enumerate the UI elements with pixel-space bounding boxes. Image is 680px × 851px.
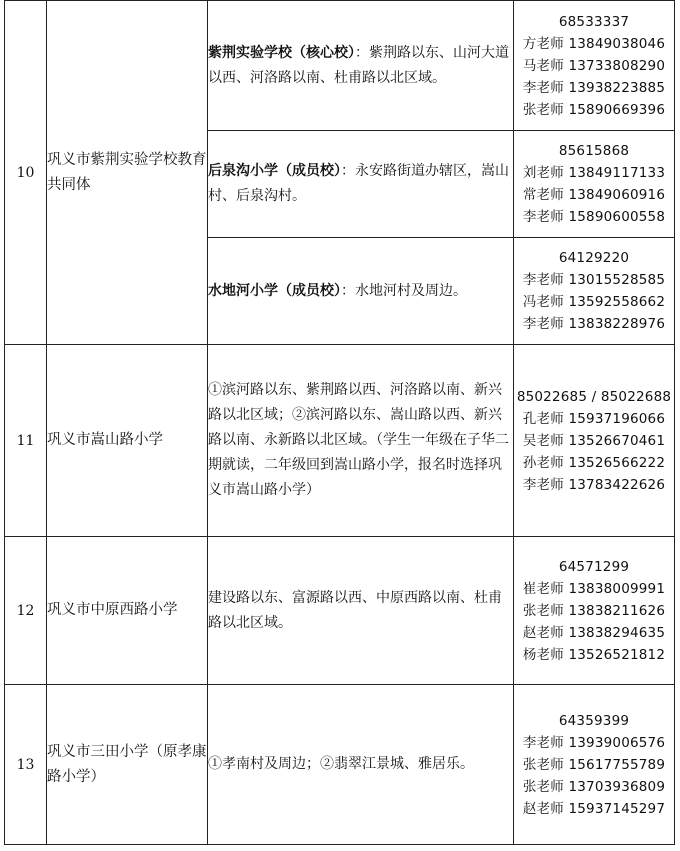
teacher-phone: 13592558662 xyxy=(568,294,666,310)
teacher-name: 常老师 xyxy=(522,187,564,203)
table-row xyxy=(5,685,675,845)
teacher-name: 崔老师 xyxy=(522,580,564,597)
teacher-name: 李老师 xyxy=(522,316,564,332)
teacher-name: 孙老师 xyxy=(522,454,564,471)
school-name: 巩义市中原西路小学 xyxy=(47,537,208,685)
teacher-phone: 13849038046 xyxy=(568,35,666,52)
teacher-phone: 13838228976 xyxy=(568,316,666,332)
table-row xyxy=(5,537,675,685)
district-area: ①滨河路以东、紫荆路以西、河洛路以南、新兴路以北区域；②滨河路以东、嵩山路以西、新兴路以南、永新路以北区域。（学生一年级在子华二期就读，二年级回到嵩山路小学，报名时选择巩义市嵩山路小学） xyxy=(208,345,514,537)
teacher-name: 张老师 xyxy=(522,756,564,773)
contact-line xyxy=(514,430,674,452)
sub-school-area: ：水地河村及周边。 xyxy=(341,282,467,299)
teacher-phone: 13838009991 xyxy=(568,580,666,597)
contact-line xyxy=(514,313,674,335)
teacher-phone: 15890669396 xyxy=(568,101,666,118)
teacher-name: 李老师 xyxy=(522,734,564,751)
contact-line xyxy=(514,162,674,184)
district-area xyxy=(208,131,514,238)
school-name: 巩义市嵩山路小学 xyxy=(47,345,208,537)
row-number: 13 xyxy=(5,685,47,845)
teacher-name: 张老师 xyxy=(522,778,564,795)
contact-line xyxy=(514,798,674,820)
teacher-name: 李老师 xyxy=(522,476,564,493)
teacher-name: 张老师 xyxy=(522,602,564,619)
phone-number: 68533337 xyxy=(558,13,630,30)
district-area: ①孝南村及周边；②翡翠江景城、雅居乐。 xyxy=(208,685,514,845)
row-number: 10 xyxy=(5,1,47,345)
sub-school-name: 后泉沟小学（成员校） xyxy=(208,163,341,179)
teacher-phone: 13015528585 xyxy=(568,272,666,288)
teacher-phone: 13849117133 xyxy=(568,165,666,181)
teacher-phone: 13939006576 xyxy=(568,734,666,751)
contact-line xyxy=(514,291,674,313)
contact-line xyxy=(514,408,674,430)
teacher-name: 李老师 xyxy=(522,79,564,96)
teacher-name: 赵老师 xyxy=(522,624,564,641)
teacher-phone: 15937145297 xyxy=(568,800,666,817)
teacher-phone: 13838294635 xyxy=(568,624,666,641)
contact-line xyxy=(514,206,674,228)
teacher-phone: 15890600558 xyxy=(568,209,666,225)
teacher-name: 刘老师 xyxy=(522,165,564,181)
teacher-name: 李老师 xyxy=(522,272,564,288)
teacher-phone: 13703936809 xyxy=(568,778,666,795)
contact-line xyxy=(514,99,674,121)
contact-line xyxy=(514,776,674,798)
teacher-name: 马老师 xyxy=(522,57,564,74)
teacher-phone: 13838211626 xyxy=(568,602,666,619)
district-area: 建设路以东、富源路以西、中原西路以南、杜甫路以北区域。 xyxy=(208,537,514,685)
phone-number: 64129220 xyxy=(558,250,630,266)
table-row xyxy=(5,1,675,131)
teacher-phone: 13938223885 xyxy=(568,79,666,96)
sub-school-name: 水地河小学（成员校） xyxy=(208,282,341,299)
contact-line xyxy=(514,754,674,776)
contact-cell xyxy=(514,537,675,685)
district-area xyxy=(208,1,514,131)
school-district-table xyxy=(4,0,675,845)
table-row xyxy=(5,345,675,537)
contact-line xyxy=(514,269,674,291)
contact-cell xyxy=(514,1,675,131)
district-area xyxy=(208,238,514,345)
contact-line xyxy=(514,474,674,496)
teacher-name: 杨老师 xyxy=(522,646,564,663)
teacher-phone: 13733808290 xyxy=(568,57,666,74)
teacher-phone: 13526521812 xyxy=(568,646,666,663)
contact-cell xyxy=(514,238,675,345)
teacher-phone: 13526670461 xyxy=(568,432,666,449)
teacher-name: 吴老师 xyxy=(522,432,564,449)
phone-number: 85615868 xyxy=(558,143,630,159)
sub-school-name: 紫荆实验学校（核心校） xyxy=(208,44,355,61)
contact-line xyxy=(514,622,674,644)
contact-line xyxy=(514,184,674,206)
teacher-name: 张老师 xyxy=(522,101,564,118)
teacher-phone: 15617755789 xyxy=(568,756,666,773)
teacher-phone: 13783422626 xyxy=(568,476,666,493)
contact-line xyxy=(514,452,674,474)
phone-number: 64571299 xyxy=(558,558,630,575)
phone-number: 85022685 / 85022688 xyxy=(516,388,672,405)
contact-line xyxy=(514,644,674,666)
teacher-name: 方老师 xyxy=(522,35,564,52)
contact-line xyxy=(514,77,674,99)
teacher-phone: 15937196066 xyxy=(568,410,666,427)
phone-number: 64359399 xyxy=(558,712,630,729)
teacher-phone: 13526566222 xyxy=(568,454,666,471)
teacher-name: 赵老师 xyxy=(522,800,564,817)
contact-line xyxy=(514,55,674,77)
contact-line xyxy=(514,33,674,55)
teacher-phone: 13849060916 xyxy=(568,187,666,203)
teacher-name: 孔老师 xyxy=(522,410,564,427)
school-name: 巩义市三田小学（原孝康路小学） xyxy=(47,685,208,845)
school-name: 巩义市紫荆实验学校教育共同体 xyxy=(47,1,208,345)
teacher-name: 冯老师 xyxy=(522,294,564,310)
teacher-name: 李老师 xyxy=(522,209,564,225)
contact-line xyxy=(514,732,674,754)
contact-cell xyxy=(514,345,675,537)
contact-line xyxy=(514,600,674,622)
contact-cell xyxy=(514,131,675,238)
row-number: 12 xyxy=(5,537,47,685)
contact-line xyxy=(514,578,674,600)
sub-school-area: ：永安路街道办辖区，嵩山村、后泉沟村。 xyxy=(208,163,509,204)
sub-school-area: ：紫荆路以东、山河大道以西、河洛路以南、杜甫路以北区域。 xyxy=(208,44,509,86)
row-number: 11 xyxy=(5,345,47,537)
contact-cell xyxy=(514,685,675,845)
